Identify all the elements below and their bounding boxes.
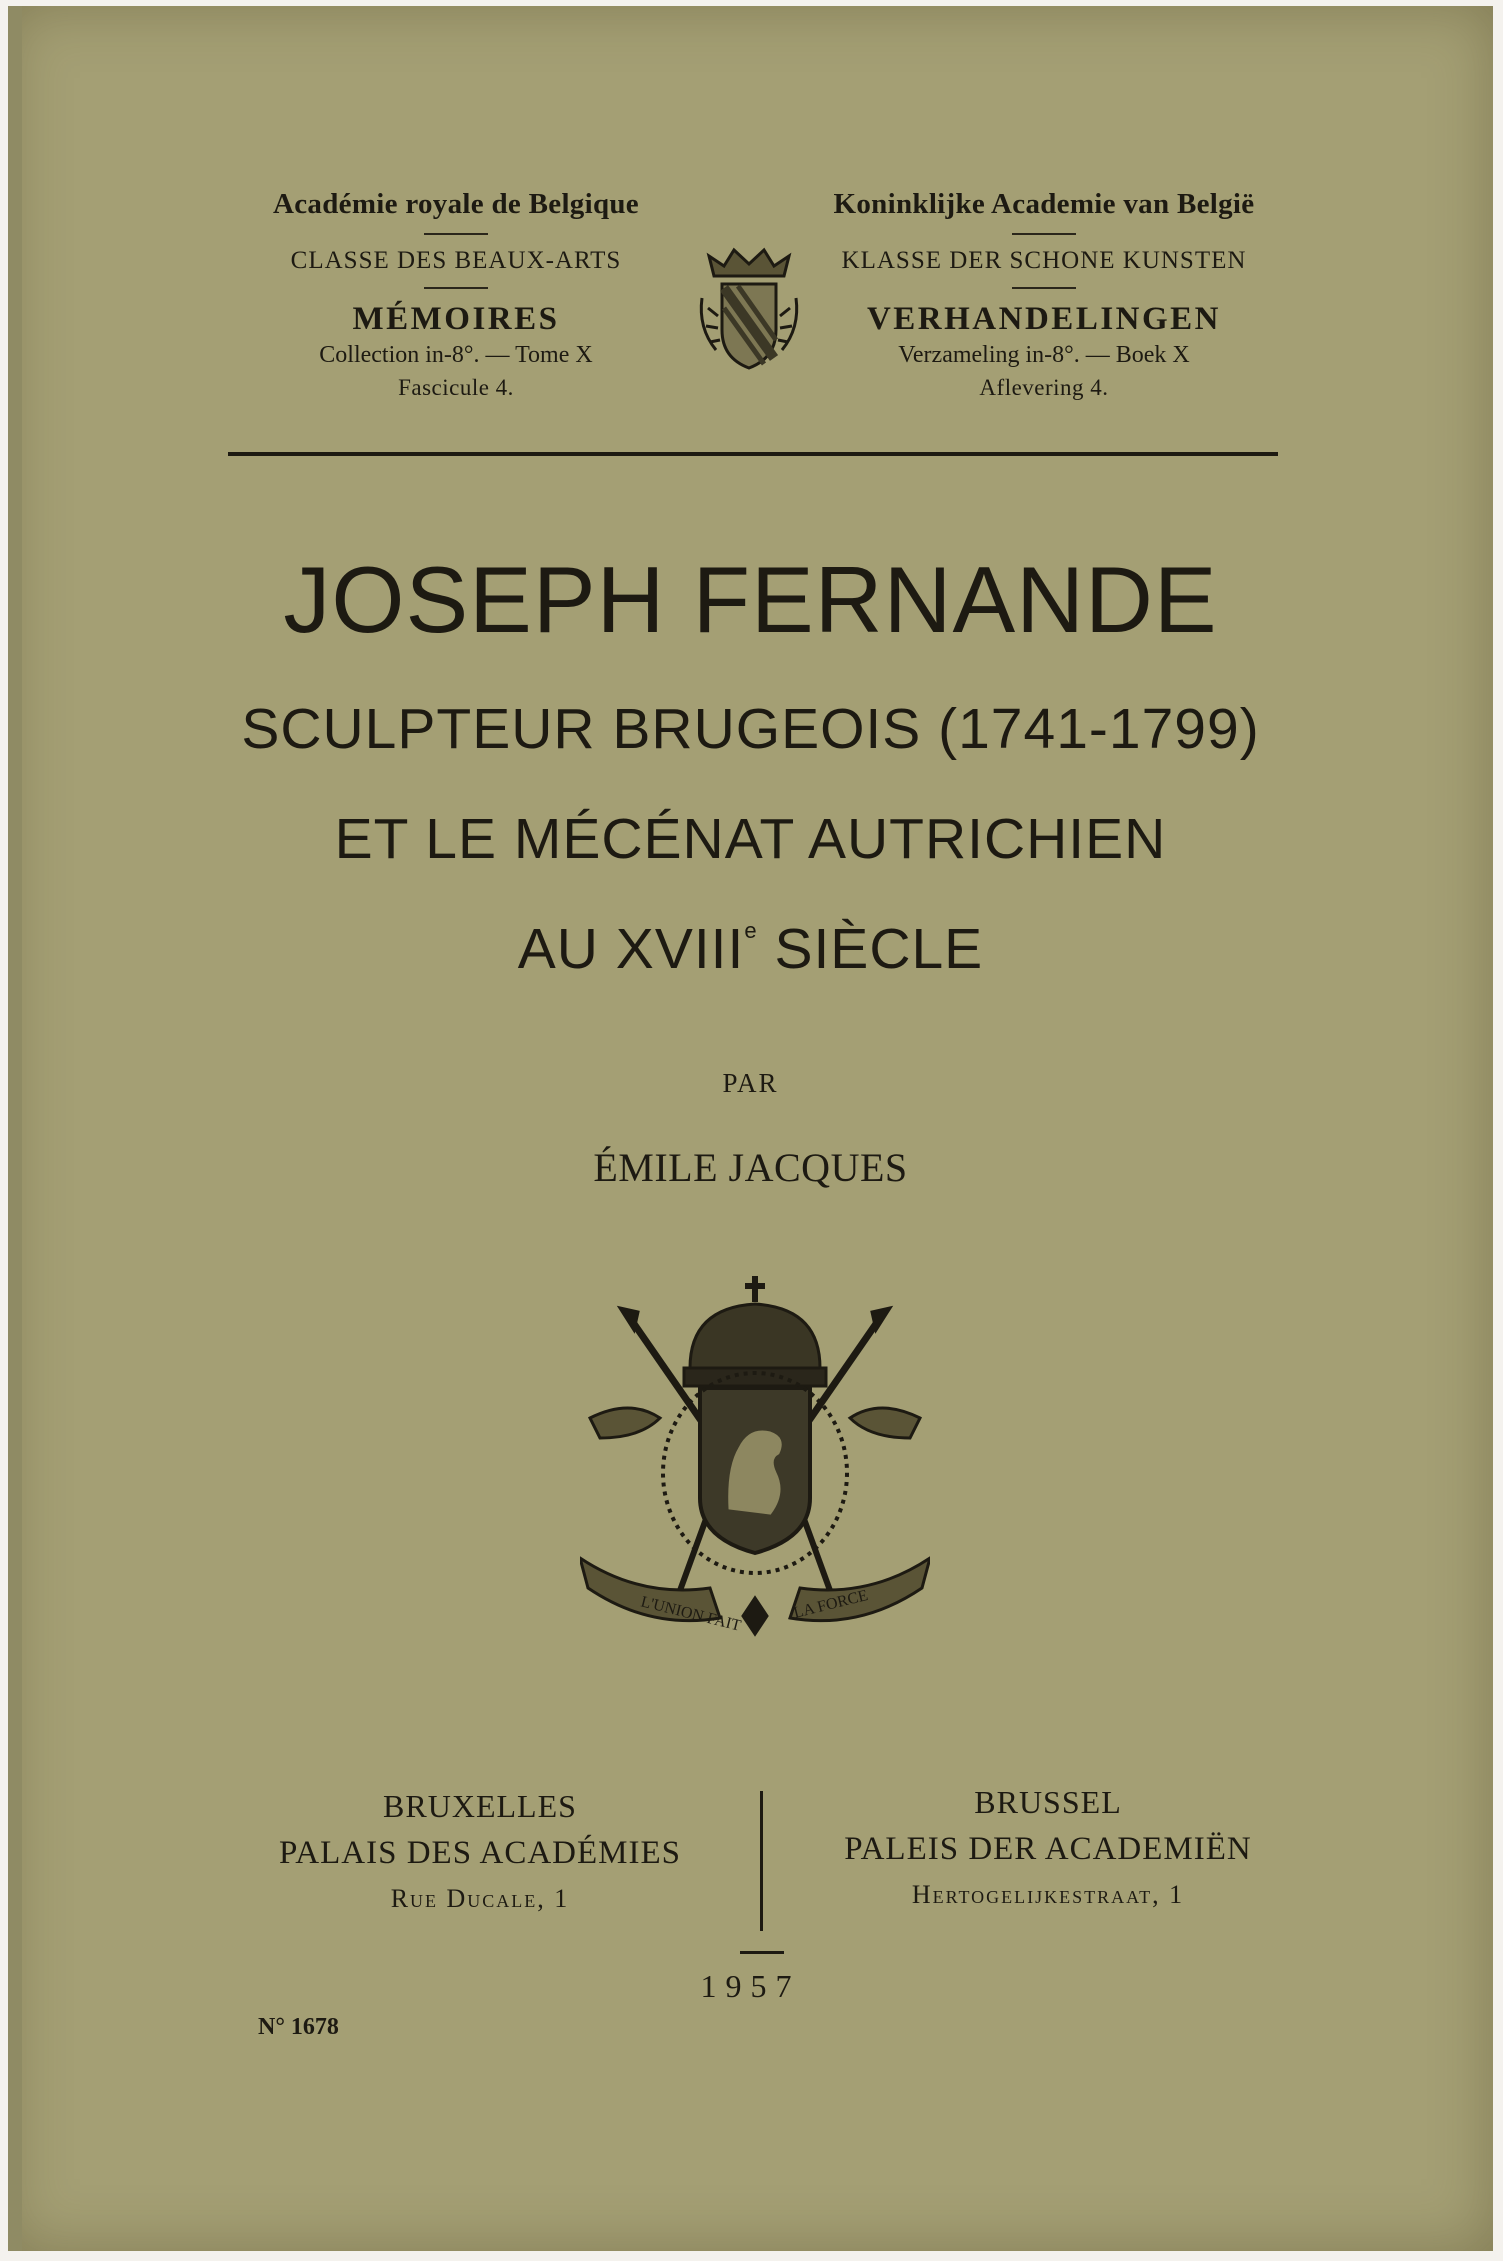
belgian-coat-of-arms-icon (580, 1268, 930, 1648)
header-right (814, 188, 1274, 401)
short-divider (1012, 287, 1076, 289)
motto-left: L'UNION FAIT (639, 1593, 743, 1635)
book-title: JOSEPH FERNANDE (283, 547, 1218, 652)
palais-nl: PALEIS DER ACADEMIËN (844, 1831, 1252, 1867)
superscript-e: e (744, 918, 758, 943)
publisher-left (200, 1788, 760, 1914)
city-fr: BRUXELLES (383, 1788, 577, 1824)
academy-name-nl: Koninklijke Academie van België (833, 188, 1255, 220)
subtitle-line-3 (8, 916, 1493, 982)
series-nl: VERHANDELINGEN (866, 301, 1222, 337)
author-name: ÉMILE JACQUES (593, 1145, 908, 1190)
publisher-divider (760, 1791, 763, 1931)
street-fr: Rue Ducale, 1 (390, 1884, 570, 1913)
subtitle-line-3-prefix: AU XVIII (517, 917, 745, 981)
catalogue-number: N° 1678 (258, 2014, 339, 2040)
collection-nl: Verzameling in-8°. — Boek X (898, 342, 1190, 368)
header-left (226, 188, 686, 401)
publication-year: 1957 (700, 1968, 801, 2004)
collection-fr: Collection in-8°. — Tome X (319, 342, 593, 368)
short-divider (424, 287, 488, 289)
series-fr: MÉMOIRES (352, 301, 560, 337)
classe-nl: KLASSE DER SCHONE KUNSTEN (841, 247, 1247, 274)
fascicule-fr: Fascicule 4. (398, 375, 514, 400)
cover-edge (8, 6, 22, 2251)
palais-fr: PALAIS DES ACADÉMIES (278, 1835, 681, 1871)
classe-fr: CLASSE DES BEAUX-ARTS (290, 247, 622, 274)
subtitle-line-2: ET LE MÉCÉNAT AUTRICHIEN (334, 807, 1167, 871)
publisher-right (768, 1784, 1328, 1910)
par-label: PAR (722, 1068, 779, 1098)
street-nl: Hertogelijkestraat, 1 (911, 1880, 1185, 1909)
fascicule-nl: Aflevering 4. (979, 375, 1109, 400)
book-cover (8, 6, 1493, 2251)
motto-right: LA FORCE (791, 1586, 870, 1622)
year-rule (740, 1951, 784, 1954)
academy-name-fr: Académie royale de Belgique (273, 188, 639, 220)
short-divider (1012, 233, 1076, 235)
city-nl: BRUSSEL (974, 1784, 1122, 1820)
subtitle-line-1: SCULPTEUR BRUGEOIS (1741-1799) (241, 697, 1260, 761)
small-crowned-shield-icon (694, 238, 804, 378)
subtitle-line-3-suffix: SIÈCLE (757, 917, 984, 981)
short-divider (424, 233, 488, 235)
header-rule (228, 452, 1278, 456)
